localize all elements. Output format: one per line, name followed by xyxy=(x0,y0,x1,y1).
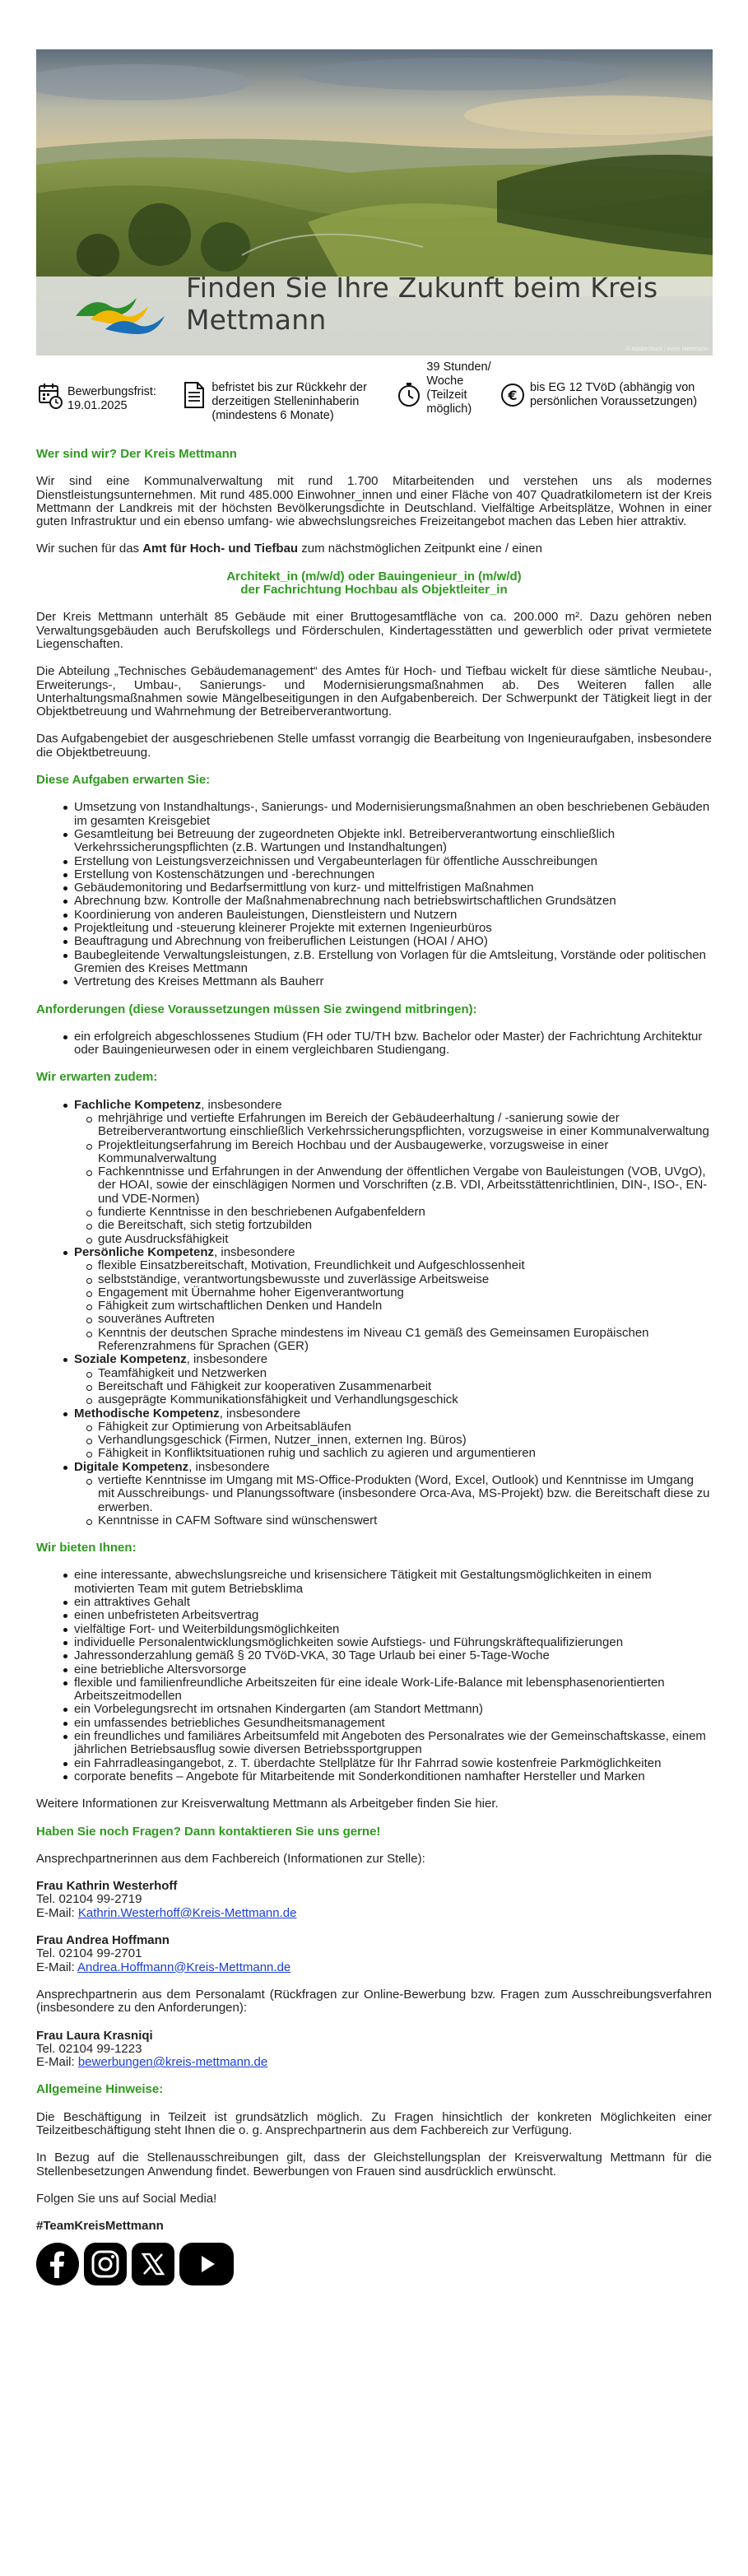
job-title-line-1: Architekt_in (m/w/d) oder Bauingenieur_in (m/w/d) xyxy=(226,569,522,584)
hashtag: #TeamKreisMettmann xyxy=(36,2219,164,2234)
list-item: Baubegleitende Verwaltungsleistungen, z.B. Erstellung von Vorlagen für die Amtsleitung, Vorstände oder politischen Gremien des Kreises Mettmann xyxy=(74,949,712,976)
competence-item: fundierte Kenntnisse in den beschriebenen Aufgabenfeldern xyxy=(98,1206,712,1219)
buildings-paragraph: Der Kreis Mettmann unterhält 85 Gebäude mit einer Bruttogesamtfläche von ca. 200.000 m². Dazu gehören neben Verwaltungsgebäuden auch Berufskollegs und Förderschulen, Kindertagesstätten und gewerblich oder privat vermietete Liegenschaften. xyxy=(36,610,712,651)
list-item: Jahressonderzahlung gemäß § 20 TVöD-VKA, 30 Tage Urlaub bei einer 5-Tage-Woche xyxy=(74,1649,712,1662)
contact-name: Frau Andrea Hoffmann xyxy=(36,1933,170,1948)
competence-item: Kenntnisse in CAFM Software sind wünschenswert xyxy=(98,1514,712,1527)
search-paragraph: Wir suchen für das Amt für Hoch- und Tiefbau zum nächstmöglichen Zeitpunkt eine / einen xyxy=(36,542,542,556)
list-item: Umsetzung von Instandhaltungs-, Sanierungs- und Modernisierungsmaßnahmen an oben beschriebenen Gebäuden im gesamten Kreisgebiet xyxy=(74,801,712,828)
scope-paragraph: Das Aufgabengebiet der ausgeschriebenen Stelle umfasst vorrangig die Bearbeitung von Ingenieuraufgaben, insbesondere die Objektbetreuung. xyxy=(36,732,712,760)
contact-name: Frau Laura Krasniqi xyxy=(36,2028,153,2043)
fact-salary-text: bis EG 12 TVöD (abhängig von persönlichen Voraussetzungen) xyxy=(529,381,698,408)
list-item: vielfältige Fort- und Weiterbildungsmöglichkeiten xyxy=(74,1623,712,1636)
competence-group: Persönliche Kompetenz, insbesondere flexible Einsatzbereitschaft, Motivation, Freundlichkeit und Aufgeschlossenheit selbstständige, verantwortungsbewusste und zuverlässige Arbeitsweise Engagement mit Übernahme hoher Eigenverantwortung Fähigkeit zum wirtschaftlichen Denken und Handeln souveränes Auftreten Kenntnis der deutschen Sprache mindestens im Niveau C1 gemäß des Gemeinsamen Europäischen Referenzrahmens für Sprachen (GER) xyxy=(74,1246,712,1353)
facts-row xyxy=(36,360,712,423)
list-item: ein attraktives Gehalt xyxy=(74,1596,712,1609)
list-item: Vertretung des Kreises Mettmann als Bauherr xyxy=(74,975,712,988)
stopwatch-icon xyxy=(397,381,421,409)
competence-item: souveränes Auftreten xyxy=(98,1313,712,1326)
social-icons xyxy=(36,2243,712,2285)
contact-phone: Tel. 02104 99-2719 xyxy=(36,1892,142,1907)
fact-hours xyxy=(397,360,500,416)
contact-heading: Haben Sie noch Fragen? Dann kontaktieren Sie uns gerne! xyxy=(36,1824,381,1839)
competence-group: Digitale Kompetenz, insbesondere vertiefte Kenntnisse im Umgang mit MS-Office-Produkten (Word, Excel, Outlook) und Kenntnisse im Umgang mit Ausschreibungs- und Planungssoftware (insbesondere Orca-Ava, MS-Projekt) bzw. die Bereitschaft diese zu erwerben. Kenntnisse in CAFM Software sind wünschenswert xyxy=(74,1461,712,1527)
contact-phone: Tel. 02104 99-2701 xyxy=(36,1946,142,1961)
offer-heading: Wir bieten Ihnen: xyxy=(36,1541,137,1555)
competence-item: Fähigkeit zum wirtschaftlichen Denken und Handeln xyxy=(98,1300,712,1313)
tasks-list xyxy=(36,801,712,988)
intro-heading: Wer sind wir? Der Kreis Mettmann xyxy=(36,447,237,461)
competence-item: Fachkenntnisse und Erfahrungen in der Anwendung der öffentlichen Vergabe von Bauleistungen (VOB, UVgO), der HOAI, sowie der einschlägigen Normen und Vorschriften (z.B. VDI, Arbeitsstättenrichtlinien, DIN-, ISO-, EN- und VDE-Normen) xyxy=(98,1165,712,1206)
competence-item: Bereitschaft und Fähigkeit zur kooperativen Zusammenarbeit xyxy=(98,1380,712,1393)
contact-intro: Ansprechpartnerinnen aus dem Fachbereich (Informationen zur Stelle): xyxy=(36,1851,425,1866)
email-link[interactable]: bewerbungen@kreis-mettmann.de xyxy=(77,2055,268,2070)
competence-sublist xyxy=(74,1474,712,1527)
competence-item: selbstständige, verantwortungsbewusste und zuverlässige Arbeitsweise xyxy=(98,1273,712,1286)
list-item: corporate benefits – Angebote für Mitarbeitende mit Sonderkonditionen namhafter Hersteller und Marken xyxy=(74,1770,712,1783)
fact-contract-text: befristet bis zur Rückkehr der derzeitigen Stelleninhaberin (mindestens 6 Monate) xyxy=(211,381,367,422)
expect-heading: Wir erwarten zudem: xyxy=(36,1070,158,1085)
list-item: ein erfolgreich abgeschlossenes Studium (FH oder TU/TH bzw. Bachelor oder Master) der Fachrichtung Architektur oder Bauingenieurwesen oder in einem vergleichbaren Studiengang. xyxy=(74,1030,712,1058)
list-item: einen unbefristeten Arbeitsvertrag xyxy=(74,1609,712,1622)
contact-person-1 xyxy=(36,1880,712,1920)
list-item: ein Vorbelegungsrecht im ortsnahen Kindergarten (am Standort Mettmann) xyxy=(74,1703,712,1716)
list-item: Projektleitung und -steuerung kleinerer Projekte mit externen Ingenieurbüros xyxy=(74,922,712,935)
offer-list xyxy=(36,1569,712,1783)
fact-deadline xyxy=(38,360,182,413)
job-title-line-2: der Fachrichtung Hochbau als Objektleiter_in xyxy=(240,583,508,598)
equality-paragraph: In Bezug auf die Stellenausschreibungen gilt, dass der Gleichstellungsplan der Kreisverwaltung Mettmann für die Stellenbesetzungen Anwendung findet. Bewerbungen von Frauen sind ausdrücklich erwünscht. xyxy=(36,2151,712,2178)
more-info-text: Weitere Informationen zur Kreisverwaltung Mettmann als Arbeitgeber finden Sie hier. xyxy=(36,1797,499,1811)
competence-sublist xyxy=(74,1259,712,1353)
hero-copyright: © AdobeStock / Kreis Mettmann xyxy=(625,346,708,352)
department-paragraph: Die Abteilung „Technisches Gebäudemanagement“ des Amtes für Hoch- und Tiefbau wickelt für diese sämtliche Neubau-, Erweiterungs-, Umbau-, Sanierungs- und Modernisierungsmaßnahmen ab. Des Weiteren fallen alle Unterhaltungsmaßnahmen sowie Mängelbeseitigungen in den Aufgabenbereich. Der Schwerpunkt der Tätigkeit liegt in der Objektbetreuung und Wahrnehmung der Betreiberverantwortung. xyxy=(36,664,712,719)
competence-sublist xyxy=(74,1367,712,1407)
competence-title: Soziale Kompetenz xyxy=(74,1352,187,1367)
competence-item: Fähigkeit zur Optimierung von Arbeitsabläufen xyxy=(98,1421,712,1434)
competence-sublist xyxy=(74,1421,712,1461)
competence-title: Digitale Kompetenz xyxy=(74,1459,189,1474)
competence-item: Fähigkeit in Konfliktsituationen ruhig und sachlich zu agieren und argumentieren xyxy=(98,1447,712,1460)
fact-deadline-text: Bewerbungsfrist: 19.01.2025 xyxy=(67,385,156,412)
competence-item: mehrjährige und vertiefte Erfahrungen im Bereich der Gebäudeerhaltung / -sanierung sowie der Betreiberverantwortung einschließlich Verkehrssicherungspflichten, vorzugsweise in einer Kommunalverwaltung xyxy=(98,1112,712,1139)
competence-item: Projektleitungserfahrung im Bereich Hochbau und der Ausbaugewerke, vorzugsweise in einer Kommunalverwaltung xyxy=(98,1139,712,1166)
competence-group: Fachliche Kompetenz, insbesondere mehrjährige und vertiefte Erfahrungen im Bereich der Gebäudeerhaltung / -sanierung sowie der Betreiberverantwortung einschließlich Verkehrssicherungspflichten, vorzugsweise in einer Kommunalverwaltung Projektleitungserfahrung im Bereich Hochbau und der Ausbaugewerke, vorzugsweise in einer Kommunalverwaltung Fachkenntnisse und Erfahrungen in der Anwendung der öffentlichen Vergabe von Bauleistungen (VOB, UVgO), der HOAI, sowie der einschlägigen Normen und Vorschriften (z.B. VDI, Arbeitsstättenrichtlinien, DIN-, ISO-, EN- und VDE-Normen) fundierte Kenntnisse in den beschriebenen Aufgabenfeldern die Bereitschaft, sich stetig fortzubilden gute Ausdrucksfähigkeit xyxy=(74,1099,712,1246)
competence-item: Verhandlungsgeschick (Firmen, Nutzer_innen, externen Ing. Büros) xyxy=(98,1434,712,1447)
competence-item: ausgeprägte Kommunikationsfähigkeit und Verhandlungsgeschick xyxy=(98,1393,712,1407)
list-item: ein Fahrradleasingangebot, z. T. überdachte Stellplätze für Ihr Fahrrad sowie kostenfreie Parkmöglichkeiten xyxy=(74,1757,712,1770)
social-media-text: Folgen Sie uns auf Social Media! xyxy=(36,2191,217,2206)
competence-title: Methodische Kompetenz xyxy=(74,1406,220,1421)
competence-item: die Bereitschaft, sich stetig fortzubilden xyxy=(98,1219,712,1232)
contact-phone: Tel. 02104 99-1223 xyxy=(36,2041,142,2056)
fact-contract xyxy=(182,360,397,423)
competence-item: gute Ausdrucksfähigkeit xyxy=(98,1233,712,1246)
competence-title: Persönliche Kompetenz xyxy=(74,1244,215,1259)
contact-person-hr xyxy=(36,2030,712,2070)
instagram-icon[interactable] xyxy=(84,2243,127,2285)
fact-salary xyxy=(500,360,710,409)
competence-title: Fachliche Kompetenz xyxy=(74,1097,202,1112)
list-item: Gebäudemonitoring und Bedarfsermittlung von kurz- und mittelfristigen Maßnahmen xyxy=(74,881,712,895)
list-item: eine interessante, abwechslungsreiche und krisensichere Tätigkeit mit Gestaltungsmöglichkeiten in einem motivierten Team mit gutem Betriebsklima xyxy=(74,1569,712,1596)
calendar-clock-icon xyxy=(38,381,63,409)
competence-item: Kenntnis der deutschen Sprache mindestens im Niveau C1 gemäß des Gemeinsamen Europäischen Referenzrahmens für Sprachen (GER) xyxy=(98,1327,712,1354)
list-item: Erstellung von Leistungsverzeichnissen und Vergabeunterlagen für öffentliche Ausschreibungen xyxy=(74,855,712,868)
requirements-list xyxy=(36,1030,712,1058)
email-link[interactable]: Andrea.Hoffmann@Kreis-Mettmann.de xyxy=(77,1960,291,1974)
hero-banner xyxy=(36,49,713,356)
x-icon[interactable] xyxy=(132,2243,174,2285)
tasks-heading: Diese Aufgaben erwarten Sie: xyxy=(36,773,211,788)
list-item: eine betriebliche Altersvorsorge xyxy=(74,1663,712,1676)
list-item: Erstellung von Kostenschätzungen und -berechnungen xyxy=(74,868,712,881)
contact-person-2 xyxy=(36,1934,712,1974)
competence-item: flexible Einsatzbereitschaft, Motivation, Freundlichkeit und Aufgeschlossenheit xyxy=(98,1259,712,1272)
contact-email-line: E-Mail: Kathrin.Westerhoff@Kreis-Mettmann.de xyxy=(36,1905,297,1920)
contact-email-line: E-Mail: Andrea.Hoffmann@Kreis-Mettmann.de xyxy=(36,1960,291,1974)
competence-item: Engagement mit Übernahme hoher Eigenverantwortung xyxy=(98,1286,712,1300)
youtube-icon[interactable] xyxy=(179,2243,234,2285)
notes-heading: Allgemeine Hinweise: xyxy=(36,2082,164,2097)
contact-email-line: E-Mail: bewerbungen@kreis-mettmann.de xyxy=(36,2055,268,2070)
list-item: Koordinierung von anderen Bauleistungen, Dienstleistern und Nutzern xyxy=(74,909,712,922)
euro-icon xyxy=(500,381,525,409)
hero-tagline: Finden Sie Ihre Zukunft beim Kreis Mettmann xyxy=(186,272,658,336)
list-item: flexible und familienfreundliche Arbeitszeiten für eine ideale Work-Life-Balance mit lebensphasenorientierten Arbeitszeitmodellen xyxy=(74,1676,712,1704)
list-item: Beauftragung und Abrechnung von freiberuflichen Leistungen (HOAI / AHO) xyxy=(74,935,712,948)
competence-group: Methodische Kompetenz, insbesondere Fähigkeit zur Optimierung von Arbeitsabläufen Verhandlungsgeschick (Firmen, Nutzer_innen, externen Ing. Büros) Fähigkeit in Konfliktsituationen ruhig und sachlich zu agieren und argumentieren xyxy=(74,1407,712,1461)
hr-contact-intro: Ansprechpartnerin aus dem Personalamt (Rückfragen zur Online-Bewerbung bzw. Fragen zum Ausschreibungsverfahren (insbesondere zu den Anforderungen): xyxy=(36,1987,712,2016)
kreis-mettmann-logo xyxy=(72,288,171,336)
email-link[interactable]: Kathrin.Westerhoff@Kreis-Mettmann.de xyxy=(77,1905,297,1920)
intro-paragraph: Wir sind eine Kommunalverwaltung mit rund 1.700 Mitarbeitenden und verstehen uns als modernes Dienstleistungsunternehmen. Mit rund 485.000 Einwohner_innen und einer Fläche von 407 Quadratkilometern ist der Kreis Mettmann der Landkreis mit der höchsten Bevölkerungsdichte in Deutschland. Vielfältige Arbeitsplätze, Wohnen in einer guten Infrastruktur und ein ebenso umfang- wie abwechslungsreiches Freizeitangebot machen das Leben hier attraktiv. xyxy=(36,474,712,529)
competence-group: Soziale Kompetenz, insbesondere Teamfähigkeit und Netzwerken Bereitschaft und Fähigkeit zur kooperativen Zusammenarbeit ausgeprägte Kommunikationsfähigkeit und Verhandlungsgeschick xyxy=(74,1353,712,1407)
fact-hours-text: 39 Stunden/ Woche (Teilzeit möglich) xyxy=(426,360,491,416)
competence-list xyxy=(36,1099,712,1528)
job-description xyxy=(36,448,712,2285)
list-item: Abrechnung bzw. Kontrolle der Maßnahmenabrechnung nach betriebswirtschaftlichen Grundsätzen xyxy=(74,895,712,908)
department-name: Amt für Hoch- und Tiefbau xyxy=(142,542,299,556)
list-item: ein freundliches und familiäres Arbeitsumfeld mit Angeboten des Personalrates wie der Gemeinschaftskasse, einem jährlichen Betriebsausflug sowie diversen Betriebssportgruppen xyxy=(74,1730,712,1757)
list-item: individuelle Personalentwicklungsmöglichkeiten sowie Aufstiegs- und Führungskräftequalifizierungen xyxy=(74,1636,712,1649)
svg-text:€: € xyxy=(508,388,518,403)
competence-item: vertiefte Kenntnisse im Umgang mit MS-Office-Produkten (Word, Excel, Outlook) und Kenntnisse im Umgang mit Ausschreibungs- und Planungssoftware (insbesondere Orca-Ava, MS-Projekt) bzw. die Bereitschaft diese zu erwerben. xyxy=(98,1474,712,1514)
list-item: ein umfassendes betriebliches Gesundheitsmanagement xyxy=(74,1717,712,1730)
facebook-icon[interactable] xyxy=(36,2243,79,2285)
requirements-heading: Anforderungen (diese Voraussetzungen müssen Sie zwingend mitbringen): xyxy=(36,1002,477,1016)
list-item: Gesamtleitung bei Betreuung der zugeordneten Objekte inkl. Betreiberverantwortung einschließlich Verkehrssicherungspflichten (z.B. Wartungen und Instandhaltungen) xyxy=(74,828,712,855)
contact-name: Frau Kathrin Westerhoff xyxy=(36,1879,178,1894)
competence-item: Teamfähigkeit und Netzwerken xyxy=(98,1367,712,1380)
document-icon xyxy=(182,381,207,409)
competence-sublist xyxy=(74,1112,712,1246)
parttime-paragraph: Die Beschäftigung in Teilzeit ist grundsätzlich möglich. Zu Fragen hinsichtlich der konkreten Möglichkeiten einer Teilzeitbeschäftigung steht Ihnen die o. g. Ansprechpartnerin aus dem Fachbereich zur Verfügung. xyxy=(36,2109,712,2137)
